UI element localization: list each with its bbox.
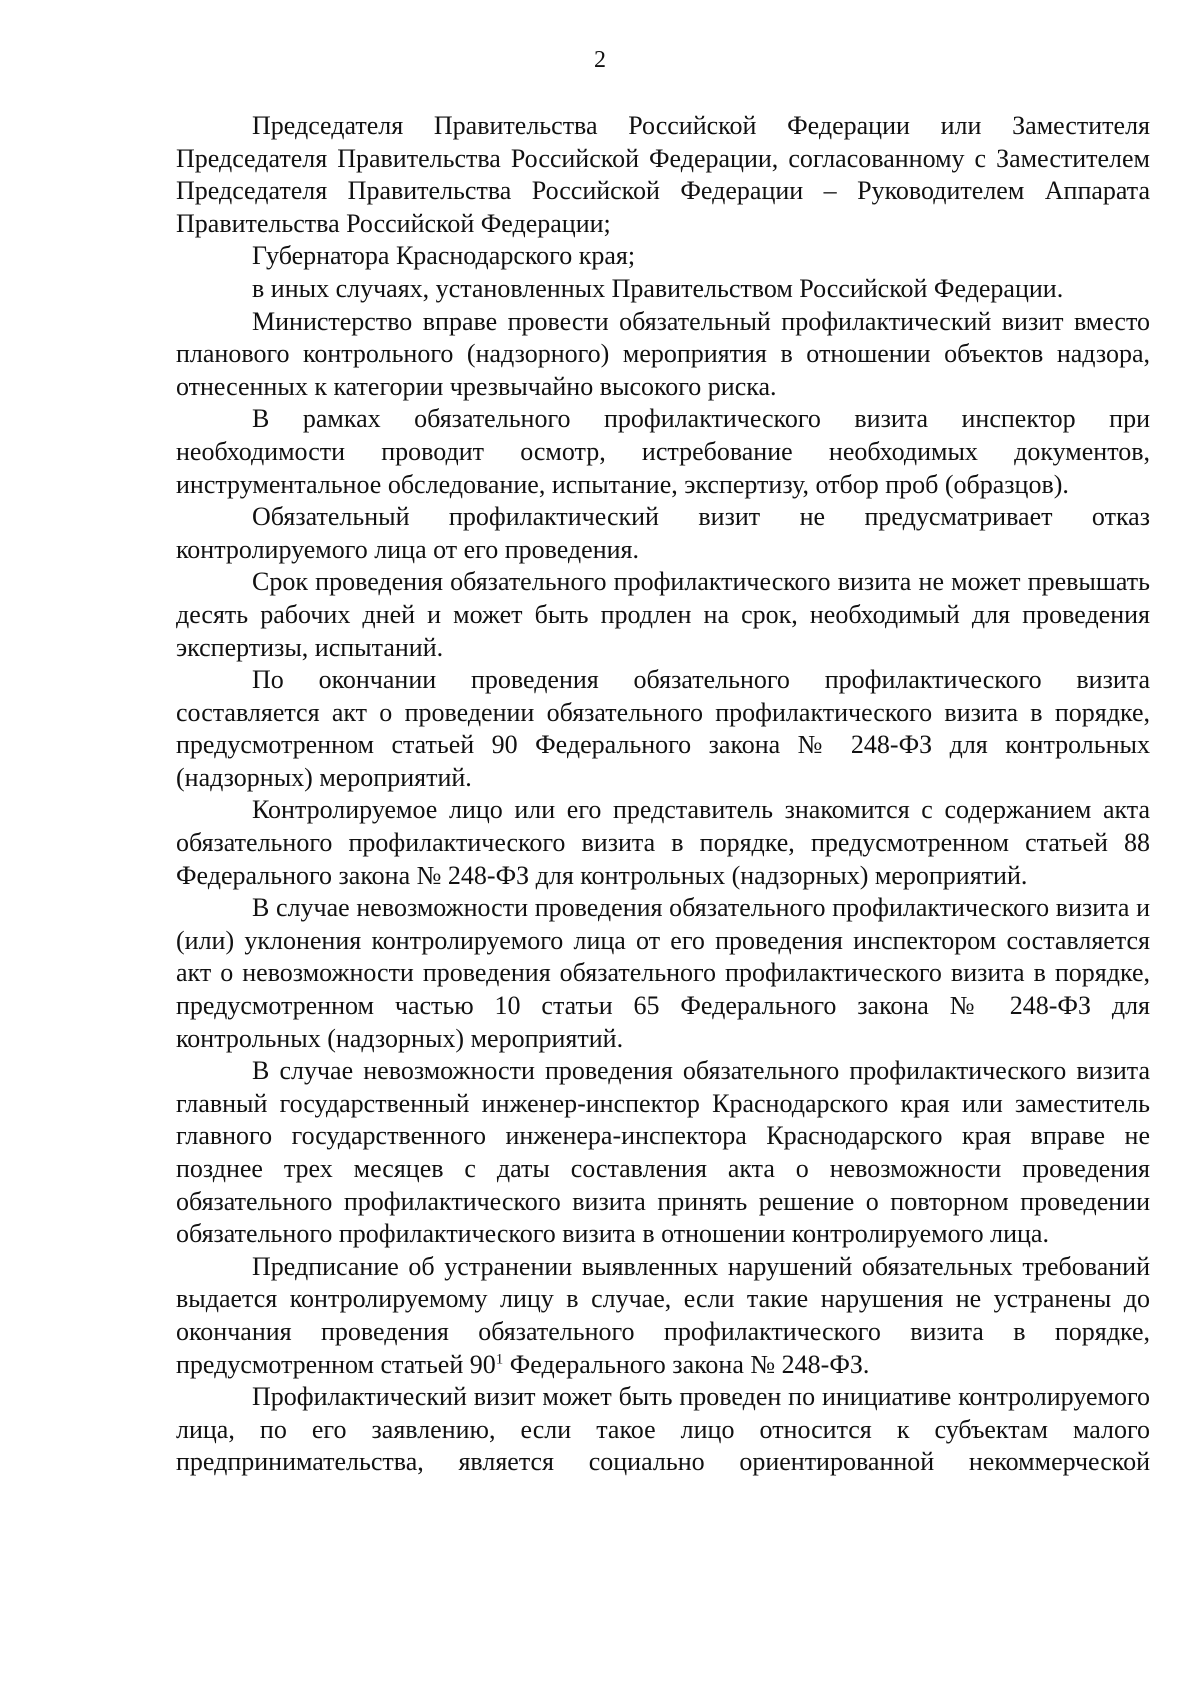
prescription-paragraph: [176, 1251, 1150, 1381]
paragraph: В случае невозможности проведения обязательного профилактического визита и (или) уклонения контролируемого лица от его проведения инспектором составляется акт о невозможности проведения обязательного профилактического визита в порядке, предусмотренном частью 10 статьи 65 Федерального закона № 248-ФЗ для контрольных (надзорных) мероприятий.: [176, 893, 1150, 1053]
paragraph: Губернатора Краснодарского края;: [252, 241, 636, 271]
paragraph: Обязательный профилактический визит не предусматривает отказ контролируемого лица от его проведения.: [176, 502, 1150, 564]
paragraph: Министерство вправе провести обязательный профилактический визит вместо планового контрольного (надзорного) мероприятия в отношении объектов надзора, отнесенных к категории чрезвычайно высокого риска.: [176, 306, 1150, 401]
paragraph: По окончании проведения обязательного профилактического визита составляется акт о проведении обязательного профилактического визита в порядке, предусмотренном статьей 90 Федерального закона № 248-ФЗ для контрольных (надзорных) мероприятий.: [176, 665, 1150, 792]
paragraph: Срок проведения обязательного профилактического визита не может превышать десять рабочих дней и может быть продлен на срок, необходимый для проведения экспертизы, испытаний.: [176, 567, 1150, 662]
paragraph: В случае невозможности проведения обязательного профилактического визита главный государственный инженер-инспектор Краснодарского края или заместитель главного государственного инженера-инспектора Краснодарского края вправе не позднее трех месяцев с даты составления акта о невозможности проведения обязательного профилактического визита принять решение о повторном проведении обязательного профилактического визита в отношении контролируемого лица.: [176, 1056, 1150, 1249]
paragraph-continued: Профилактический визит может быть проведен по инициативе контролируемого лица, по его заявлению, если такое лицо относится к субъектам малого предпринимательства, является социально ориентированной некоммерческой: [176, 1382, 1150, 1477]
document-body: [176, 110, 1150, 1479]
article-superscript: 1: [495, 1350, 504, 1367]
prescription-text-before: Предписание об устранении выявленных нарушений обязательных требований выдается контролируемому лицу в случае, если такие нарушения не устранены до окончания проведения обязательного профилактического визита в порядке, предусмотренном статьей 90: [176, 1251, 1150, 1379]
paragraph: В рамках обязательного профилактического визита инспектор при необходимости проводит осмотр, истребование необходимых документов, инструментальное обследование, испытание, экспертизу, отбор проб (образцов).: [176, 404, 1150, 499]
paragraph: Председателя Правительства Российской Федерации или Заместителя Председателя Правительства Российской Федерации, согласованному с Заместителем Председателя Правительства Российской Федерации – Руководителем Аппарата Правительства Российской Федерации;: [176, 111, 1150, 238]
paragraph: Контролируемое лицо или его представитель знакомится с содержанием акта обязательного профилактического визита в порядке, предусмотренном статьей 88 Федерального закона № 248-ФЗ для контрольных (надзорных) мероприятий.: [176, 795, 1150, 890]
paragraph: в иных случаях, установленных Правительством Российской Федерации.: [252, 273, 1064, 303]
prescription-text-after: Федерального закона № 248-ФЗ.: [503, 1349, 870, 1379]
page-number: 2: [594, 47, 606, 73]
